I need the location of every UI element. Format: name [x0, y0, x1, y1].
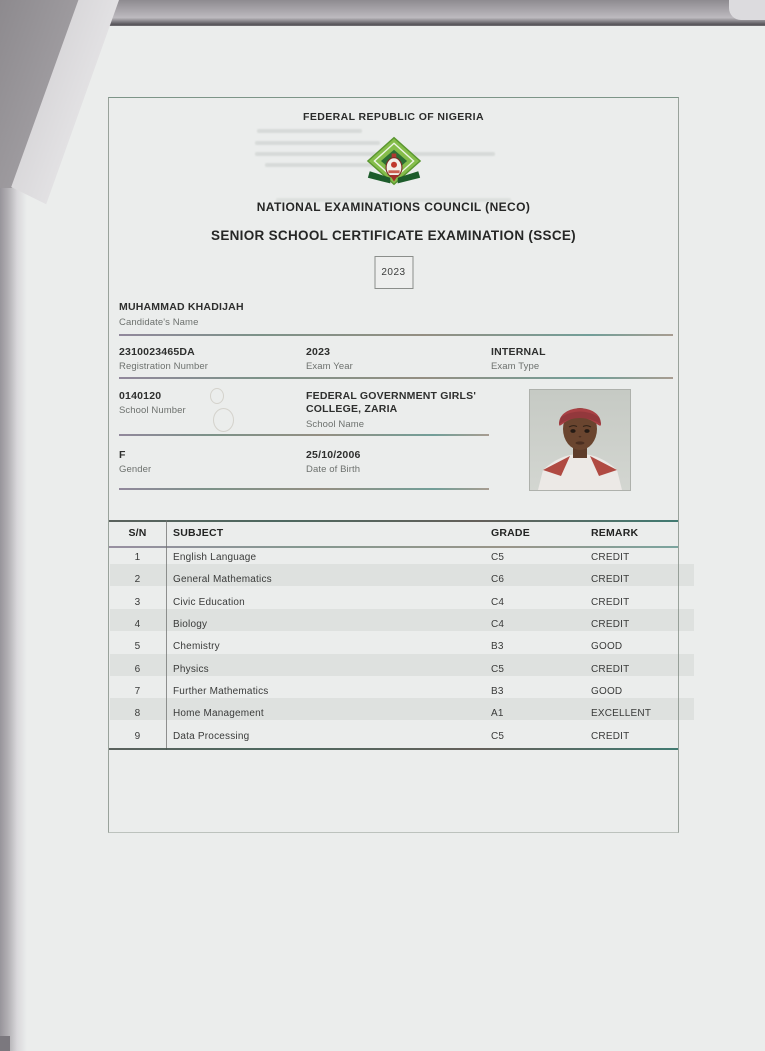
table-row: [109, 569, 678, 591]
table-row: [109, 614, 678, 636]
registration-number: 2310023465DA: [119, 346, 195, 358]
exam-year-box: 2023: [374, 256, 413, 289]
cell-grade: C5: [491, 663, 505, 675]
cell-grade: C5: [491, 730, 505, 742]
divider: [119, 334, 673, 336]
cell-sn: 4: [134, 618, 141, 630]
table-row: [109, 703, 678, 725]
cell-sn: 3: [134, 596, 141, 608]
cell-remark: CREDIT: [591, 618, 630, 630]
cell-subject: Physics: [173, 663, 209, 675]
col-header-sn: S/N: [128, 527, 147, 539]
cell-grade: C6: [491, 574, 505, 586]
cell-grade: B3: [491, 685, 504, 697]
candidate-name-label: Candidate's Name: [119, 317, 199, 328]
cell-subject: Home Management: [173, 708, 264, 720]
cell-remark: GOOD: [591, 641, 623, 653]
cell-remark: GOOD: [591, 685, 623, 697]
candidate-photo: [529, 389, 631, 491]
exam-year: 2023: [306, 346, 331, 358]
gender-label: Gender: [119, 464, 152, 475]
exam-title: SENIOR SCHOOL CERTIFICATE EXAMINATION (SSCE): [211, 228, 576, 243]
school-name: FEDERAL GOVERNMENT GIRLS' COLLEGE, ZARIA: [306, 390, 477, 415]
cell-sn: 5: [134, 641, 141, 653]
cell-remark: CREDIT: [591, 596, 630, 608]
cell-remark: CREDIT: [591, 730, 630, 742]
divider: [119, 488, 489, 490]
country-title: FEDERAL REPUBLIC OF NIGERIA: [303, 111, 484, 123]
cell-grade: B3: [491, 641, 504, 653]
cell-grade: A1: [491, 708, 504, 720]
cell-subject: Chemistry: [173, 641, 220, 653]
neco-emblem-icon: [366, 135, 422, 192]
cell-subject: Further Mathematics: [173, 685, 269, 697]
school-name-label: School Name: [306, 419, 365, 430]
col-header-remark: REMARK: [591, 527, 639, 539]
cell-subject: General Mathematics: [173, 574, 272, 586]
date-of-birth: 25/10/2006: [306, 449, 361, 461]
gender: F: [119, 449, 126, 461]
candidate-name: MUHAMMAD KHADIJAH: [119, 301, 244, 313]
school-number: 0140120: [119, 390, 162, 402]
results-body: [109, 547, 678, 748]
cell-remark: EXCELLENT: [591, 708, 652, 720]
cell-remark: CREDIT: [591, 663, 630, 675]
cell-sn: 9: [134, 730, 141, 742]
paper-corner-bottom-left: [0, 1036, 10, 1051]
council-title: NATIONAL EXAMINATIONS COUNCIL (NECO): [256, 200, 531, 214]
exam-type-label: Exam Type: [491, 361, 540, 372]
col-header-grade: GRADE: [491, 527, 530, 539]
cell-grade: C4: [491, 596, 505, 608]
cell-subject: English Language: [173, 552, 257, 563]
divider: [119, 434, 489, 436]
table-row: [109, 659, 678, 681]
table-bottom-rule: [109, 748, 678, 750]
cell-sn: 2: [134, 574, 141, 586]
table-row: [109, 726, 678, 748]
exam-year-label: Exam Year: [306, 361, 353, 372]
exam-type: INTERNAL: [491, 346, 546, 358]
table-header-row: [109, 520, 678, 546]
cell-grade: C4: [491, 618, 505, 630]
paper-corner-top-right: [729, 0, 765, 20]
cell-subject: Data Processing: [173, 730, 250, 742]
cell-sn: 8: [134, 708, 141, 720]
cell-grade: C5: [491, 552, 505, 563]
registration-label: Registration Number: [119, 361, 209, 372]
cell-remark: CREDIT: [591, 574, 630, 586]
cell-sn: 1: [134, 552, 141, 563]
cell-remark: CREDIT: [591, 552, 630, 563]
date-of-birth-label: Date of Birth: [306, 464, 361, 475]
cell-sn: 7: [134, 685, 141, 697]
school-number-label: School Number: [119, 405, 186, 416]
cell-subject: Civic Education: [173, 596, 245, 608]
divider: [119, 377, 673, 379]
cell-sn: 6: [134, 663, 141, 675]
col-header-subject: SUBJECT: [173, 527, 224, 539]
cell-subject: Biology: [173, 618, 208, 630]
certificate-body: [108, 97, 679, 833]
